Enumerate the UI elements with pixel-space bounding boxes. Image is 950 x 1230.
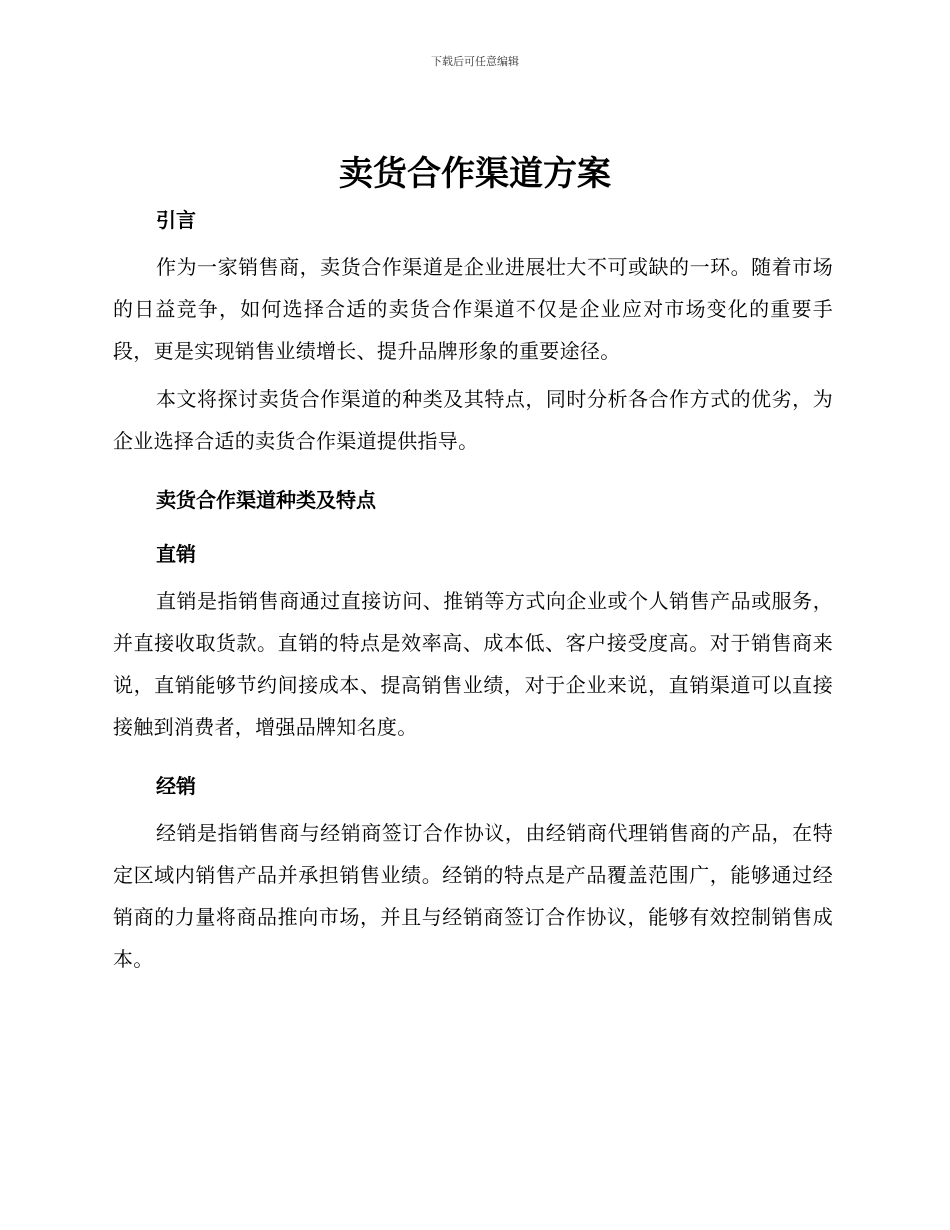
document-body [113,204,833,980]
paragraph-intro-2: 本文将探讨卖货合作渠道的种类及其特点，同时分析各合作方式的优劣，为企业选择合适的卖货合作渠道提供指导。 [113,387,833,453]
heading-channel-types: 卖货合作渠道种类及特点 [156,488,376,512]
heading-direct-sales: 直销 [156,542,196,566]
paragraph-direct-sales: 直销是指销售商通过直接访问、推销等方式向企业或个人销售产品或服务，并直接收取货款。直销的特点是效率高、成本低、客户接受度高。对于销售商来说，直销能够节约间接成本、提高销售业绩，对于企业来说，直销渠道可以直接接触到消费者，增强品牌知名度。 [113,589,833,739]
document-title: 卖货合作渠道方案 [339,154,611,194]
heading-intro: 引言 [156,208,196,232]
heading-distribution: 经销 [156,774,196,798]
paragraph-intro-1: 作为一家销售商，卖货合作渠道是企业进展壮大不可或缺的一环。随着市场的日益竞争，如何选择合适的卖货合作渠道不仅是企业应对市场变化的重要手段，更是实现销售业绩增长、提升品牌形象的重要途径。 [113,255,833,363]
header-note: 下载后可任意编辑 [431,55,519,68]
paragraph-distribution: 经销是指销售商与经销商签订合作协议，由经销商代理销售商的产品，在特定区域内销售产品并承担销售业绩。经销的特点是产品覆盖范围广，能够通过经销商的力量将商品推向市场，并且与经销商签订合作协议，能够有效控制销售成本。 [113,821,833,971]
